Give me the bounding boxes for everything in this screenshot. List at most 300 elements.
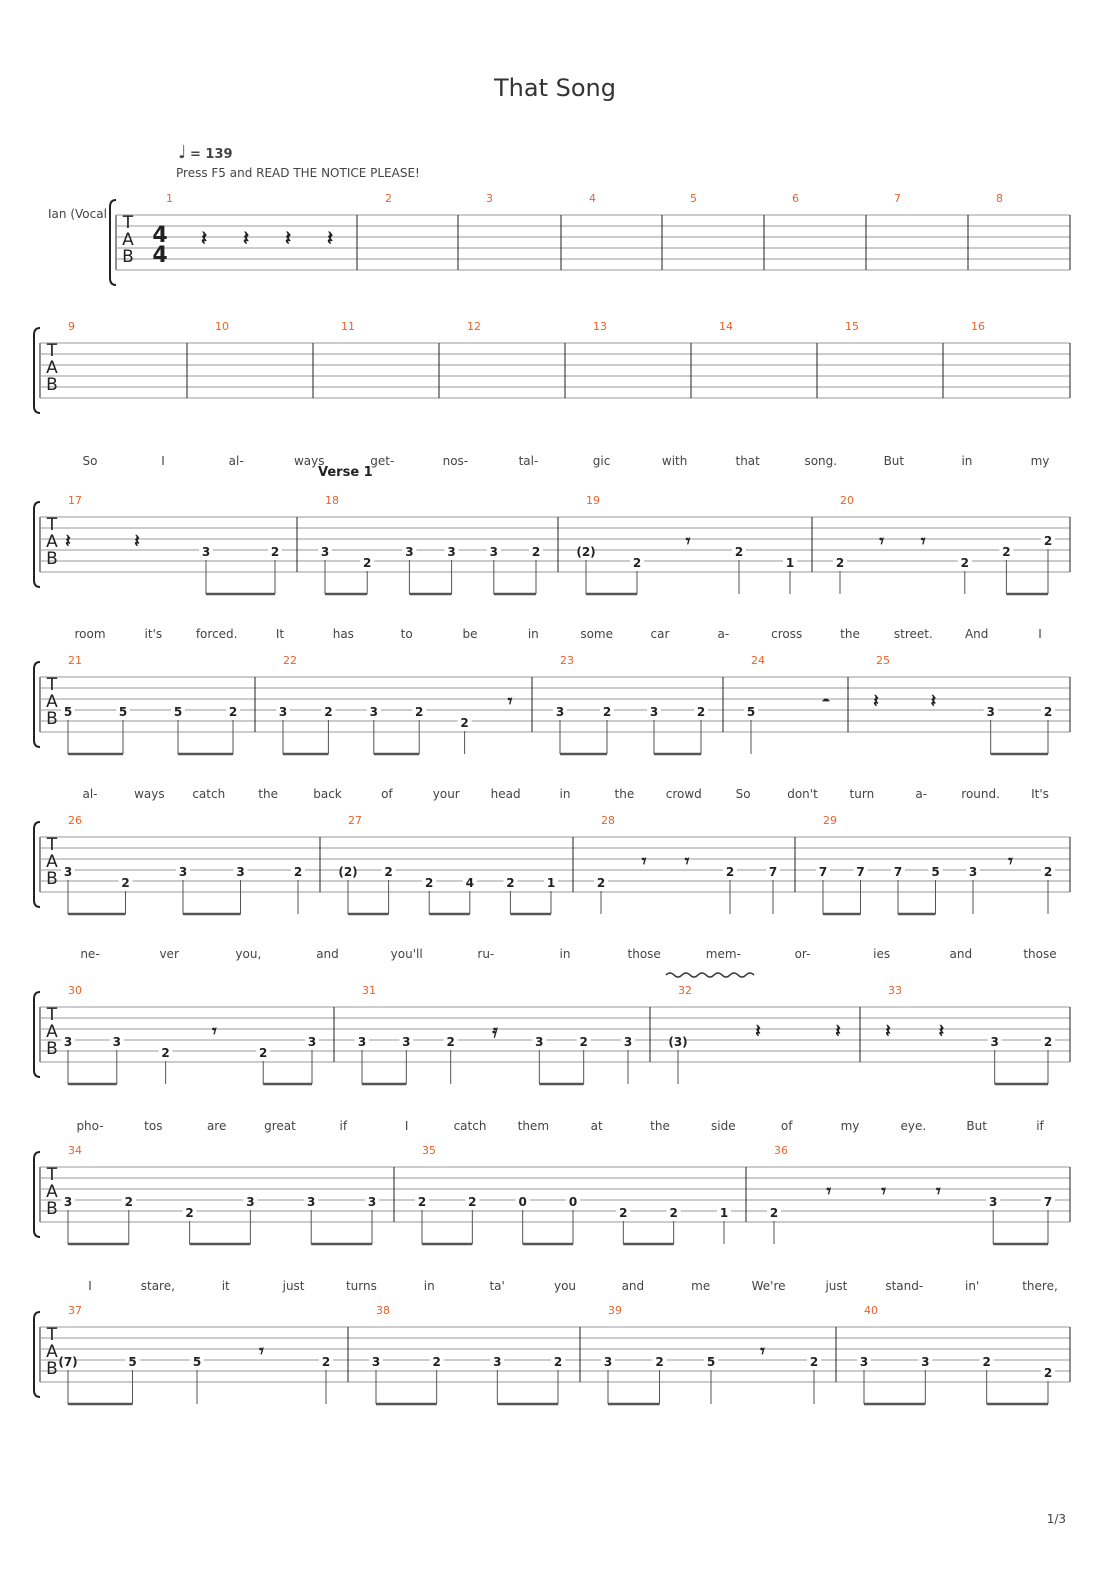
fret-number: 7 xyxy=(1043,1195,1053,1209)
tab-clef-letter: T xyxy=(46,341,58,361)
rest-symbol: 𝄽 xyxy=(873,691,879,712)
lyric-syllable: car xyxy=(650,627,670,641)
notice-text: Press F5 and READ THE NOTICE PLEASE! xyxy=(176,166,420,180)
lyric-syllable: the xyxy=(840,627,860,641)
lyric-syllable: me xyxy=(691,1279,711,1293)
lyric-syllable: you, xyxy=(235,947,262,961)
lyric-syllable: ways xyxy=(134,787,165,801)
fret-number: 3 xyxy=(307,1035,317,1049)
fret-number: 3 xyxy=(369,705,378,719)
fret-number: 2 xyxy=(835,556,845,570)
rest-symbol: 𝄾 xyxy=(212,1021,217,1042)
fret-number: 2 xyxy=(432,1355,441,1369)
tab-clef-letter: B xyxy=(46,1199,58,1219)
bar-number: 3 xyxy=(486,192,493,205)
fret-number: 2 xyxy=(506,876,515,890)
lyric-syllable: So xyxy=(735,787,751,801)
system-bracket xyxy=(110,200,116,285)
system-bracket xyxy=(34,662,40,747)
lyric-syllable: there, xyxy=(1022,1279,1058,1293)
fret-number: 3 xyxy=(278,705,288,719)
fret-number: 3 xyxy=(921,1355,930,1369)
fret-number: (2) xyxy=(576,545,596,559)
tab-clef-letter: A xyxy=(46,358,58,378)
lyric-syllable: those xyxy=(627,947,661,961)
lyric-syllable: eye. xyxy=(900,1119,927,1133)
rest-symbol: 𝄾 xyxy=(685,531,691,552)
bar-number: 17 xyxy=(68,494,82,507)
fret-number: 2 xyxy=(446,1035,455,1049)
lyric-syllable: And xyxy=(964,627,989,641)
bar-number: 10 xyxy=(215,320,229,333)
rest-symbol: 𝄾 xyxy=(760,1341,765,1362)
lyric-syllable: al- xyxy=(82,787,98,801)
bar-number: 18 xyxy=(325,494,339,507)
fret-number: 2 xyxy=(1043,1035,1053,1049)
lyric-syllable: back xyxy=(313,787,342,801)
fret-number: 2 xyxy=(259,1046,268,1060)
lyric-syllable: my xyxy=(1030,454,1050,468)
tab-clef-letter: B xyxy=(46,869,58,889)
lyric-syllable: ne- xyxy=(80,947,100,961)
rest-symbol: 𝄾 xyxy=(881,1181,886,1202)
bar-number: 32 xyxy=(678,984,692,997)
lyric-syllable: at xyxy=(590,1119,603,1133)
fret-number: 2 xyxy=(602,705,612,719)
fret-number: 7 xyxy=(768,865,778,879)
fret-number: 3 xyxy=(320,545,330,559)
fret-number: 2 xyxy=(632,556,642,570)
fret-number: 2 xyxy=(468,1195,477,1209)
lyric-syllable: of xyxy=(381,787,393,801)
fret-number: 3 xyxy=(623,1035,633,1049)
bar-number: 1 xyxy=(166,192,173,205)
tab-clef-letter: T xyxy=(46,835,58,855)
lyric-syllable: But xyxy=(883,454,905,468)
fret-number: 2 xyxy=(324,705,333,719)
lyric-syllable: room xyxy=(74,627,106,641)
fret-number: 2 xyxy=(417,1195,427,1209)
fret-number: 3 xyxy=(405,545,414,559)
tab-clef-letter: T xyxy=(46,1005,58,1025)
lyric-syllable: in xyxy=(423,1279,435,1293)
fret-number: 5 xyxy=(746,705,756,719)
fret-number: 2 xyxy=(121,876,130,890)
fret-number: 2 xyxy=(619,1206,628,1220)
fret-number: 5 xyxy=(931,865,940,879)
bar-number: 5 xyxy=(690,192,697,205)
lyric-syllable: ru- xyxy=(477,947,495,961)
fret-number: 2 xyxy=(270,545,280,559)
staff-system xyxy=(34,1279,1070,1404)
fret-number: 3 xyxy=(63,1035,73,1049)
lyric-syllable: pho- xyxy=(76,1119,104,1133)
bar-number: 30 xyxy=(68,984,82,997)
lyric-syllable: those xyxy=(1023,947,1057,961)
rest-symbol: 𝄾 xyxy=(1008,851,1013,872)
lyric-syllable: in xyxy=(559,947,571,961)
fret-number: 3 xyxy=(990,1035,999,1049)
rest-symbol: 𝄽 xyxy=(930,691,937,712)
lyric-syllable: I xyxy=(1038,627,1042,641)
fret-number: 5 xyxy=(706,1355,716,1369)
system-bracket xyxy=(34,1152,40,1237)
fret-number: 2 xyxy=(460,716,469,730)
rest-symbol: 𝄾 xyxy=(259,1341,264,1362)
lyric-syllable: nos- xyxy=(442,454,469,468)
tab-clef-letter: T xyxy=(46,1165,58,1185)
fret-number: 2 xyxy=(769,1206,779,1220)
lyric-syllable: the xyxy=(258,787,278,801)
time-signature-bottom: 4 xyxy=(152,243,168,268)
rest-symbol: 𝄾 xyxy=(684,851,690,872)
fret-number: 2 xyxy=(228,705,238,719)
bar-number: 14 xyxy=(719,320,733,333)
fret-number: 3 xyxy=(307,1195,316,1209)
system-bracket xyxy=(34,502,40,587)
lyric-syllable: to xyxy=(400,627,413,641)
lyric-syllable: great xyxy=(264,1119,296,1133)
lyric-syllable: a- xyxy=(915,787,928,801)
lyric-syllable: ies xyxy=(873,947,891,961)
fret-number: 3 xyxy=(246,1195,255,1209)
bar-number: 39 xyxy=(608,1304,622,1317)
fret-number: 2 xyxy=(1043,705,1053,719)
fret-number: 2 xyxy=(384,865,393,879)
bar-number: 2 xyxy=(385,192,392,205)
tab-clef-letter: B xyxy=(46,1359,58,1379)
staff-system xyxy=(34,454,1070,594)
lyric-syllable: It's xyxy=(1031,787,1049,801)
fret-number: (2) xyxy=(338,865,358,879)
fret-number: 3 xyxy=(859,1355,869,1369)
lyric-syllable: tal- xyxy=(518,454,539,468)
lyric-syllable: you'll xyxy=(390,947,423,961)
lyric-syllable: be xyxy=(462,627,478,641)
lyric-syllable: just xyxy=(282,1279,305,1293)
lyric-syllable: I xyxy=(404,1119,409,1133)
system-bracket xyxy=(34,822,40,907)
bar-number: 13 xyxy=(593,320,607,333)
fret-number: 2 xyxy=(982,1355,991,1369)
fret-number: 3 xyxy=(535,1035,544,1049)
staff-system xyxy=(34,947,1070,1084)
staff-system xyxy=(110,192,1070,285)
fret-number: 2 xyxy=(596,876,606,890)
lyric-syllable: don't xyxy=(787,787,818,801)
lyric-syllable: your xyxy=(432,787,460,801)
fret-number: (7) xyxy=(58,1355,78,1369)
track-name: Ian (Vocal xyxy=(48,207,107,221)
lyric-syllable: just xyxy=(825,1279,848,1293)
song-title: That Song xyxy=(494,74,616,102)
fret-number: 7 xyxy=(818,865,828,879)
lyric-syllable: catch xyxy=(192,787,226,801)
lyric-syllable: and xyxy=(621,1279,645,1293)
fret-number: 0 xyxy=(518,1195,527,1209)
lyric-syllable: in xyxy=(559,787,571,801)
fret-number: 2 xyxy=(321,1355,331,1369)
bar-number: 6 xyxy=(792,192,799,205)
bar-number: 4 xyxy=(589,192,596,205)
lyric-syllable: get- xyxy=(370,454,395,468)
page-number: 1/3 xyxy=(1046,1512,1066,1526)
fret-number: 2 xyxy=(696,705,706,719)
rest-symbol: 𝄾 xyxy=(641,851,647,872)
lyric-syllable: has xyxy=(332,627,354,641)
fret-number: 3 xyxy=(178,865,188,879)
bar-number: 37 xyxy=(68,1304,82,1317)
fret-number: 5 xyxy=(128,1355,137,1369)
bar-number: 12 xyxy=(467,320,481,333)
fret-number: 2 xyxy=(124,1195,133,1209)
tab-clef-letter: T xyxy=(46,675,58,695)
fret-number: 2 xyxy=(553,1355,563,1369)
tab-clef-letter: A xyxy=(122,230,134,250)
system-bracket xyxy=(34,1312,40,1397)
bar-number: 20 xyxy=(840,494,854,507)
fret-number: 3 xyxy=(371,1355,381,1369)
lyric-syllable: I xyxy=(88,1279,92,1293)
tab-clef-letter: A xyxy=(46,1182,58,1202)
staff-system xyxy=(34,1119,1070,1244)
quarter-rest: 𝄽 xyxy=(242,226,250,250)
fret-number: 2 xyxy=(415,705,424,719)
fret-number: 2 xyxy=(725,865,735,879)
bar-number: 33 xyxy=(888,984,902,997)
tab-clef-letter: A xyxy=(46,1022,58,1042)
lyric-syllable: ta' xyxy=(489,1279,505,1293)
rest-symbol: 𝄽 xyxy=(835,1021,841,1042)
fret-number: 0 xyxy=(568,1195,578,1209)
rest-symbol: 𝄾 xyxy=(826,1181,832,1202)
bar-number: 25 xyxy=(876,654,890,667)
lyric-syllable: turn xyxy=(849,787,875,801)
bar-number: 26 xyxy=(68,814,82,827)
tab-clef-letter: A xyxy=(46,692,58,712)
time-signature-top: 4 xyxy=(152,223,168,248)
rest-symbol: 𝄽 xyxy=(938,1021,945,1042)
fret-number: 3 xyxy=(112,1035,121,1049)
section-marker: Verse 1 xyxy=(318,465,373,480)
fret-number: 2 xyxy=(960,556,969,570)
lyric-syllable: of xyxy=(780,1119,793,1133)
system-bracket xyxy=(34,992,40,1077)
fret-number: (3) xyxy=(668,1035,688,1049)
bar-number: 19 xyxy=(586,494,600,507)
fret-number: 2 xyxy=(363,556,372,570)
quarter-rest: 𝄽 xyxy=(326,226,334,250)
fret-number: 3 xyxy=(236,865,245,879)
bar-number: 34 xyxy=(68,1144,82,1157)
system-bracket xyxy=(34,328,40,413)
fret-number: 3 xyxy=(357,1035,367,1049)
lyric-syllable: crowd xyxy=(665,787,702,801)
lyric-syllable: in xyxy=(527,627,539,641)
lyric-syllable: But xyxy=(966,1119,987,1133)
fret-number: 3 xyxy=(986,705,995,719)
tempo-value: = 139 xyxy=(190,147,233,162)
bar-number: 31 xyxy=(362,984,376,997)
fret-number: 5 xyxy=(63,705,73,719)
bar-number: 23 xyxy=(560,654,574,667)
lyric-syllable: I xyxy=(161,454,165,468)
lyric-syllable: that xyxy=(735,454,760,468)
rest-symbol: 𝄽 xyxy=(885,1021,891,1042)
tab-clef-letter: T xyxy=(122,213,134,233)
fret-number: 3 xyxy=(201,545,211,559)
tab-clef-letter: B xyxy=(46,709,58,729)
rest-symbol: 𝄾 xyxy=(507,691,513,712)
fret-number: 1 xyxy=(719,1206,729,1220)
rest-symbol: 𝄽 xyxy=(65,531,71,552)
fret-number: 2 xyxy=(669,1206,678,1220)
tab-clef-letter: B xyxy=(46,549,58,569)
lyric-syllable: street. xyxy=(893,627,933,641)
fret-number: 3 xyxy=(555,705,565,719)
lyric-syllable: the xyxy=(650,1119,670,1133)
lyric-syllable: mem- xyxy=(705,947,741,961)
lyric-syllable: or- xyxy=(794,947,811,961)
fret-number: 3 xyxy=(367,1195,377,1209)
tab-clef-letter: A xyxy=(46,852,58,872)
lyric-syllable: you xyxy=(553,1279,577,1293)
fret-number: 3 xyxy=(489,545,498,559)
fret-number: 2 xyxy=(1043,1366,1053,1380)
lyric-syllable: stand- xyxy=(885,1279,924,1293)
bar-number: 35 xyxy=(422,1144,436,1157)
lyric-syllable: turns xyxy=(345,1279,377,1293)
fret-number: 3 xyxy=(402,1035,411,1049)
staff-systems xyxy=(34,192,1070,1404)
lyric-syllable: in xyxy=(961,454,973,468)
fret-number: 2 xyxy=(809,1355,819,1369)
lyric-syllable: and xyxy=(316,947,339,961)
fret-number: 2 xyxy=(579,1035,588,1049)
lyric-syllable: with xyxy=(661,454,688,468)
lyric-syllable: tos xyxy=(144,1119,163,1133)
staff-system xyxy=(34,787,1070,914)
rest-symbol: 𝄽 xyxy=(755,1021,761,1042)
tab-clef-letter: B xyxy=(46,1039,58,1059)
rest-symbol: 𝄼 xyxy=(822,691,830,712)
fret-number: 7 xyxy=(893,865,903,879)
bar-number: 24 xyxy=(751,654,765,667)
tab-clef-letter: A xyxy=(46,1342,58,1362)
fret-number: 2 xyxy=(1043,865,1053,879)
fret-number: 2 xyxy=(185,1206,194,1220)
bar-number: 15 xyxy=(845,320,859,333)
fret-number: 3 xyxy=(603,1355,613,1369)
fret-number: 2 xyxy=(1002,545,1011,559)
bar-number: 11 xyxy=(341,320,355,333)
lyric-syllable: song. xyxy=(804,454,838,468)
tab-clef-letter: T xyxy=(46,515,58,535)
lyric-syllable: and xyxy=(949,947,973,961)
rest-symbol: 𝄾 xyxy=(879,531,884,552)
lyric-syllable: head xyxy=(490,787,521,801)
fret-number: 5 xyxy=(173,705,183,719)
fret-number: 1 xyxy=(546,876,556,890)
fret-number: 3 xyxy=(649,705,659,719)
lyric-syllable: are xyxy=(206,1119,227,1133)
lyric-syllable: them xyxy=(517,1119,550,1133)
rest-symbol: 𝄾 xyxy=(936,1181,941,1202)
rest-symbol: 𝄾 xyxy=(920,531,926,552)
rest-symbol: 𝄽 xyxy=(134,531,140,552)
fret-number: 4 xyxy=(465,876,474,890)
tab-clef-letter: B xyxy=(122,247,134,267)
lyric-syllable: ver xyxy=(159,947,179,961)
bar-number: 28 xyxy=(601,814,615,827)
tab-clef-letter: B xyxy=(46,375,58,395)
fret-number: 3 xyxy=(63,865,73,879)
fret-number: 1 xyxy=(785,556,795,570)
bar-number: 21 xyxy=(68,654,82,667)
lyric-syllable: it xyxy=(221,1279,230,1293)
bar-number: 27 xyxy=(348,814,362,827)
rest-symbol: 𝄿 xyxy=(492,1021,498,1042)
lyric-syllable: ways xyxy=(293,454,325,468)
fret-number: 2 xyxy=(655,1355,664,1369)
fret-number: 3 xyxy=(989,1195,998,1209)
bar-number: 29 xyxy=(823,814,837,827)
lyric-syllable: it's xyxy=(144,627,163,641)
fret-number: 2 xyxy=(1043,534,1053,548)
fret-number: 2 xyxy=(531,545,541,559)
quarter-rest: 𝄽 xyxy=(284,226,292,250)
lyric-syllable: a- xyxy=(717,627,730,641)
fret-number: 2 xyxy=(293,865,303,879)
lyric-syllable: cross xyxy=(771,627,803,641)
lyric-syllable: gic xyxy=(592,454,611,468)
lyric-syllable: So xyxy=(82,454,98,468)
staff-system xyxy=(34,627,1070,754)
bar-number: 8 xyxy=(996,192,1003,205)
lyric-syllable: catch xyxy=(453,1119,487,1133)
lyric-syllable: round. xyxy=(961,787,1000,801)
bar-number: 38 xyxy=(376,1304,390,1317)
quarter-rest: 𝄽 xyxy=(200,226,208,250)
fret-number: 7 xyxy=(856,865,865,879)
tab-clef-letter: A xyxy=(46,532,58,552)
fret-number: 3 xyxy=(447,545,456,559)
fret-number: 3 xyxy=(63,1195,73,1209)
lyric-syllable: the xyxy=(614,787,635,801)
lyric-syllable: al- xyxy=(228,454,244,468)
lyric-syllable: in' xyxy=(965,1279,980,1293)
tempo-note-icon: ♩ xyxy=(178,142,187,163)
lyric-syllable: side xyxy=(711,1119,736,1133)
tab-clef-letter: T xyxy=(46,1325,58,1345)
staff-system xyxy=(34,320,1070,413)
lyric-syllable: It xyxy=(275,627,285,641)
fret-number: 2 xyxy=(734,545,744,559)
lyric-syllable: forced. xyxy=(195,627,238,641)
bar-number: 22 xyxy=(283,654,297,667)
vibrato-mark xyxy=(666,973,754,977)
fret-number: 5 xyxy=(192,1355,202,1369)
bar-number: 9 xyxy=(68,320,75,333)
lyric-syllable: stare, xyxy=(140,1279,175,1293)
lyric-syllable: if xyxy=(1036,1119,1044,1133)
bar-number: 7 xyxy=(894,192,901,205)
lyric-syllable: if xyxy=(339,1119,348,1133)
bar-number: 40 xyxy=(864,1304,878,1317)
lyric-syllable: We're xyxy=(751,1279,786,1293)
fret-number: 3 xyxy=(968,865,978,879)
lyric-syllable: some xyxy=(580,627,614,641)
